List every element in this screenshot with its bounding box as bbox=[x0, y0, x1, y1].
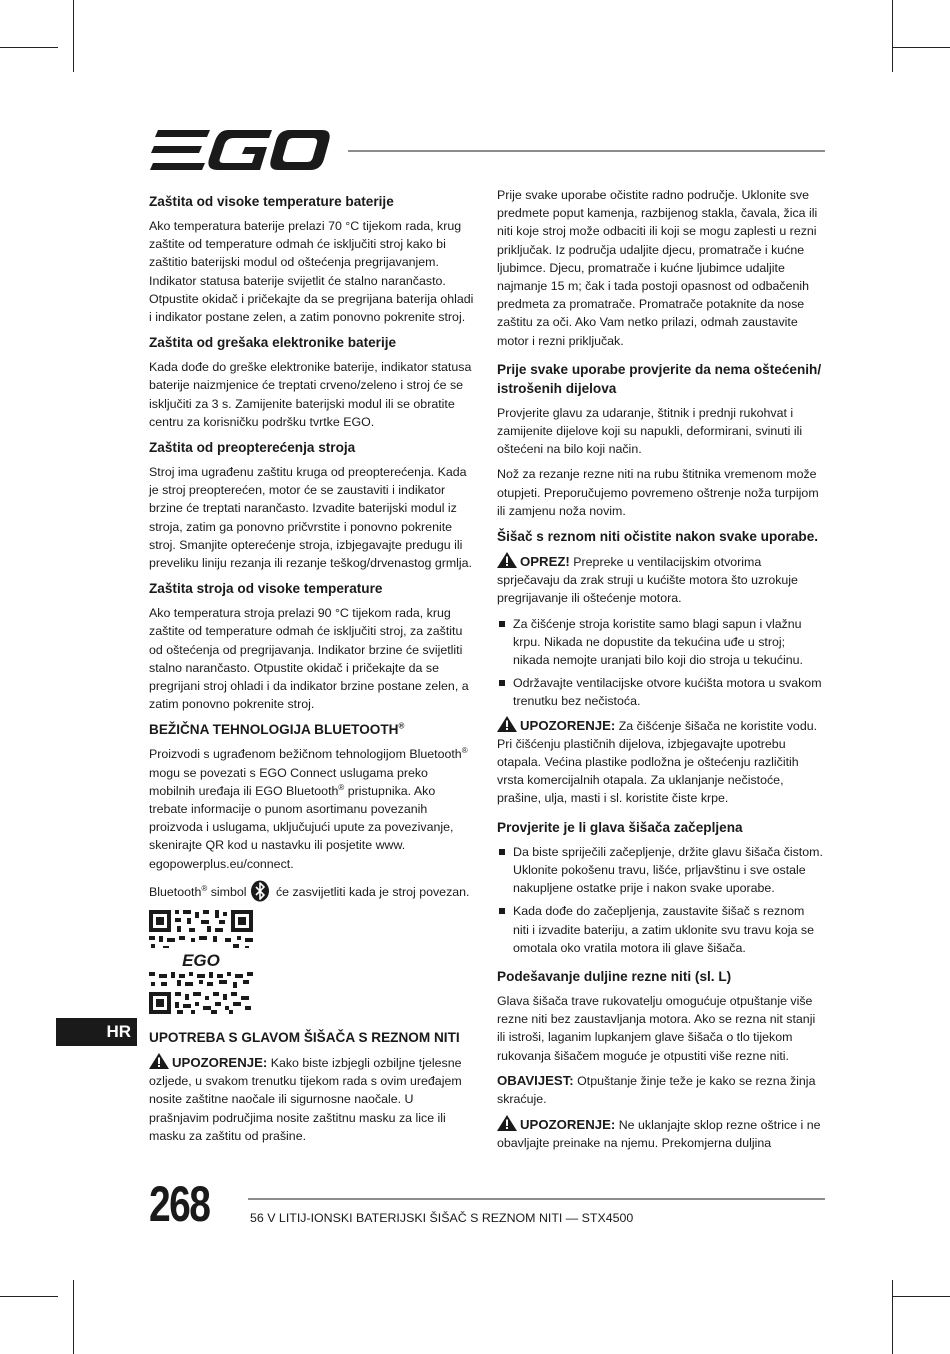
section-title: Prije svake uporabe provjerite da nema oštećenih/ istrošenih dijelova bbox=[497, 361, 822, 396]
section-title: Provjerite je li glava šišača začepljena bbox=[497, 819, 743, 835]
section-title: Zaštita od visoke temperature baterije bbox=[149, 194, 394, 209]
list-item: Održavajte ventilacijske otvore kućišta motora u svakom trenutku bez nečistoća. bbox=[497, 674, 823, 710]
crop-mark bbox=[73, 0, 74, 72]
caution-paragraph: OPREZ! Prepreke u ventilacijskim otvorima sprječavaju da zrak struji u kućište motora što uzrokuje pregrijavanje ili oštećenje motora. bbox=[497, 554, 798, 606]
crop-mark bbox=[0, 1296, 58, 1297]
bluetooth-icon bbox=[250, 880, 270, 902]
paragraph: Nož za rezanje rezne niti na rubu štitnika vremenom može otupjeti. Preporučujemo povremeno oštrenje noža turpijom ili zamjenu noža novim. bbox=[497, 467, 819, 518]
section-title: Zaštita od preopterećenja stroja bbox=[149, 440, 356, 456]
qr-code bbox=[149, 910, 253, 1014]
crop-mark bbox=[0, 47, 58, 48]
paragraph: Prije svake uporabe očistite radno područje. Uklonite sve predmete poput kamenja, razbijenog stakla, čavala, žica ili niti koje stroj može odbaciti ili koji se mogu zaplesti u rezni priključak. Iz područja udaljite djecu, promatrače i kućne ljubimce. Djecu, promatrače i kućne ljubimce udaljite najmanje 15 m; čak i tada postoji opasnost od odbačenih predmeta za promatrače. Promatrače potaknite da nose zaštitu za oči. Ako Vam netko prilazi, odmah zaustavite motor i rezni priključak. bbox=[497, 188, 818, 348]
section-title: UPOTREBA S GLAVOM ŠIŠAČA S REZNOM NITI bbox=[149, 1029, 460, 1045]
left-column bbox=[149, 186, 475, 1152]
bullet-list bbox=[497, 615, 823, 711]
warning-paragraph: UPOZORENJE: Kako biste izbjegli ozbiljne tjelesne ozljede, u svakom trenutku tijekom rada s ovim uređajem nosite zaštitne naočale ili sigurnosne naočale. U prašnjavim područjima nosite zaštitnu masku za lice ili masku za zaštitu od prašine. bbox=[149, 1054, 462, 1143]
crop-mark bbox=[73, 1280, 74, 1354]
warning-icon bbox=[497, 552, 517, 568]
bullet-list bbox=[497, 843, 823, 957]
footer-title: 56 V LITIJ-IONSKI BATERIJSKI ŠIŠAČ S REZNOM NITI — STX4500 bbox=[250, 1211, 634, 1225]
svg-text:EGO: EGO bbox=[182, 950, 220, 970]
paragraph: Proizvodi s ugrađenom bežičnom tehnologijom Bluetooth® mogu se povezati s EGO Connect uslugama preko mobilnih uređaja ili EGO Bluetooth® pristupnika. Ako trebate informacije o punom asortimanu povezanih proizvoda i uslugama, uključujući upute za povezivanje, skenirajte QR kod u nastavku ili posjetite www. egopowerplus.eu/connect. bbox=[149, 746, 468, 871]
warning-icon bbox=[149, 1053, 169, 1069]
warning-icon bbox=[497, 1115, 517, 1131]
ego-logo bbox=[150, 130, 330, 170]
crop-mark bbox=[892, 0, 893, 72]
list-item: Da biste spriječili začepljenje, držite glavu šišača čistom. Uklonite pokošenu travu, lišće, prljavštinu i sve ostale nakupljene ostatke prije i nakon svake uporabe. bbox=[497, 843, 823, 898]
header-rule bbox=[348, 150, 825, 152]
paragraph: Kada dođe do greške elektronike baterije, indikator statusa baterije naizmjenice će treptati crveno/zeleno i stroj će se isključiti za 3 s. Zamijenite baterijski modul ili se obratite centru za korisničku podršku tvrtke EGO. bbox=[149, 360, 472, 429]
paragraph: Provjerite glavu za udaranje, štitnik i prednji rukohvat i zamijenite dijelove koji su napukli, deformirani, svinuti ili oštećeni na bilo koji način. bbox=[497, 405, 803, 457]
warning-paragraph: UPOZORENJE: Za čišćenje šišača ne koristite vodu. Pri čišćenju plastičnih dijelova, izbjegavajte upotrebu otapala. Većina plastike podložna je oštećenju različitih vrsta komercijalnih otapala. Za uklanjanje nečistoće, prašine, ulja, masti i sl. koristite čiste krpe. bbox=[497, 717, 818, 806]
note-paragraph: OBAVIJEST: Otpuštanje žinje teže je kako se rezna žinja skraćuje. bbox=[497, 1072, 816, 1106]
crop-mark bbox=[892, 47, 950, 48]
paragraph: Bluetooth® simbol će zasvijetliti kada je stroj povezan. bbox=[149, 880, 475, 902]
crop-mark bbox=[892, 1296, 950, 1297]
section-title: Šišač s reznom niti očistite nakon svake uporabe. bbox=[497, 529, 819, 545]
warning-paragraph: UPOZORENJE: Ne uklanjajte sklop rezne oštrice i ne obavljajte preinake na njemu. Prekomjerna duljina bbox=[497, 1117, 821, 1151]
bluetooth-section-title: BEŽIČNA TEHNOLOGIJA BLUETOOTH® bbox=[149, 721, 405, 738]
language-tab: HR bbox=[56, 1018, 137, 1046]
warning-icon bbox=[497, 716, 517, 732]
crop-mark bbox=[892, 1280, 893, 1354]
section-title: Podešavanje duljine rezne niti (sl. L) bbox=[497, 968, 732, 984]
list-item: Kada dođe do začepljenja, zaustavite šišač s reznom niti i izvadite bateriju, a zatim uklonite svu travu koja se omotala oko vratila motora ili glave šišača. bbox=[497, 902, 823, 957]
paragraph: Ako temperatura stroja prelazi 90 °C tijekom rada, krug zaštite od temperature odmah će isključiti stroj, za zaštitu od oštećenja od pregrijavanja. Indikator brzine će svijetliti stalno narančasto. Otpustite okidač i pričekajte da se pregrijani stroj ohladi i da indikator brzine postane zelen, a zatim ponovno pokrenite stroj. bbox=[149, 606, 469, 712]
section-title: Zaštita stroja od visoke temperature bbox=[149, 581, 383, 597]
list-item: Za čišćenje stroja koristite samo blagi sapun i vlažnu krpu. Nikada ne dopustite da tekućina uđe u stroj; nikada nemojte uranjati bilo koji dio stroja u tekućinu. bbox=[497, 615, 823, 670]
right-column bbox=[497, 186, 823, 1160]
page-number: 268 bbox=[149, 1176, 210, 1232]
section-title: Zaštita od grešaka elektronike baterije bbox=[149, 335, 397, 351]
paragraph: Ako temperatura baterije prelazi 70 °C tijekom rada, krug zaštite od temperature odmah će isključiti stroj kako bi zaštitio baterijski modul od oštećenja pregrijavanjem. Indikator statusa baterije svijetlit će stalno narančasto. Otpustite okidač i pričekajte da se pregrijana baterija ohladi i indikator postane zelen, a zatim ponovno pokrenite stroj. bbox=[149, 219, 474, 325]
paragraph: Glava šišača trave rukovatelju omogućuje otpuštanje više rezne niti bez zaustavljanja motora. Ako se rezna nit stanji ili istroši, laganim lupkanjem glave šišača o tlo tijekom rukovanja šišačem moguće je otpustiti više rezne niti. bbox=[497, 993, 816, 1063]
footer-rule bbox=[248, 1198, 825, 1200]
paragraph: Stroj ima ugrađenu zaštitu kruga od preopterećenja. Kada je stroj preopterećen, motor će se zaustaviti i indikator brzine će treptati narančasto. Izvadite baterijski modul iz stroja, zatim ga ponovno pričvrstite i ponovno pokrenite stroj. Smanjite opterećenje stroja, izbjegavajte predugu ili preveliku liniju rezanja ili rezanje teškog/drvenastog grmlja. bbox=[149, 465, 473, 571]
